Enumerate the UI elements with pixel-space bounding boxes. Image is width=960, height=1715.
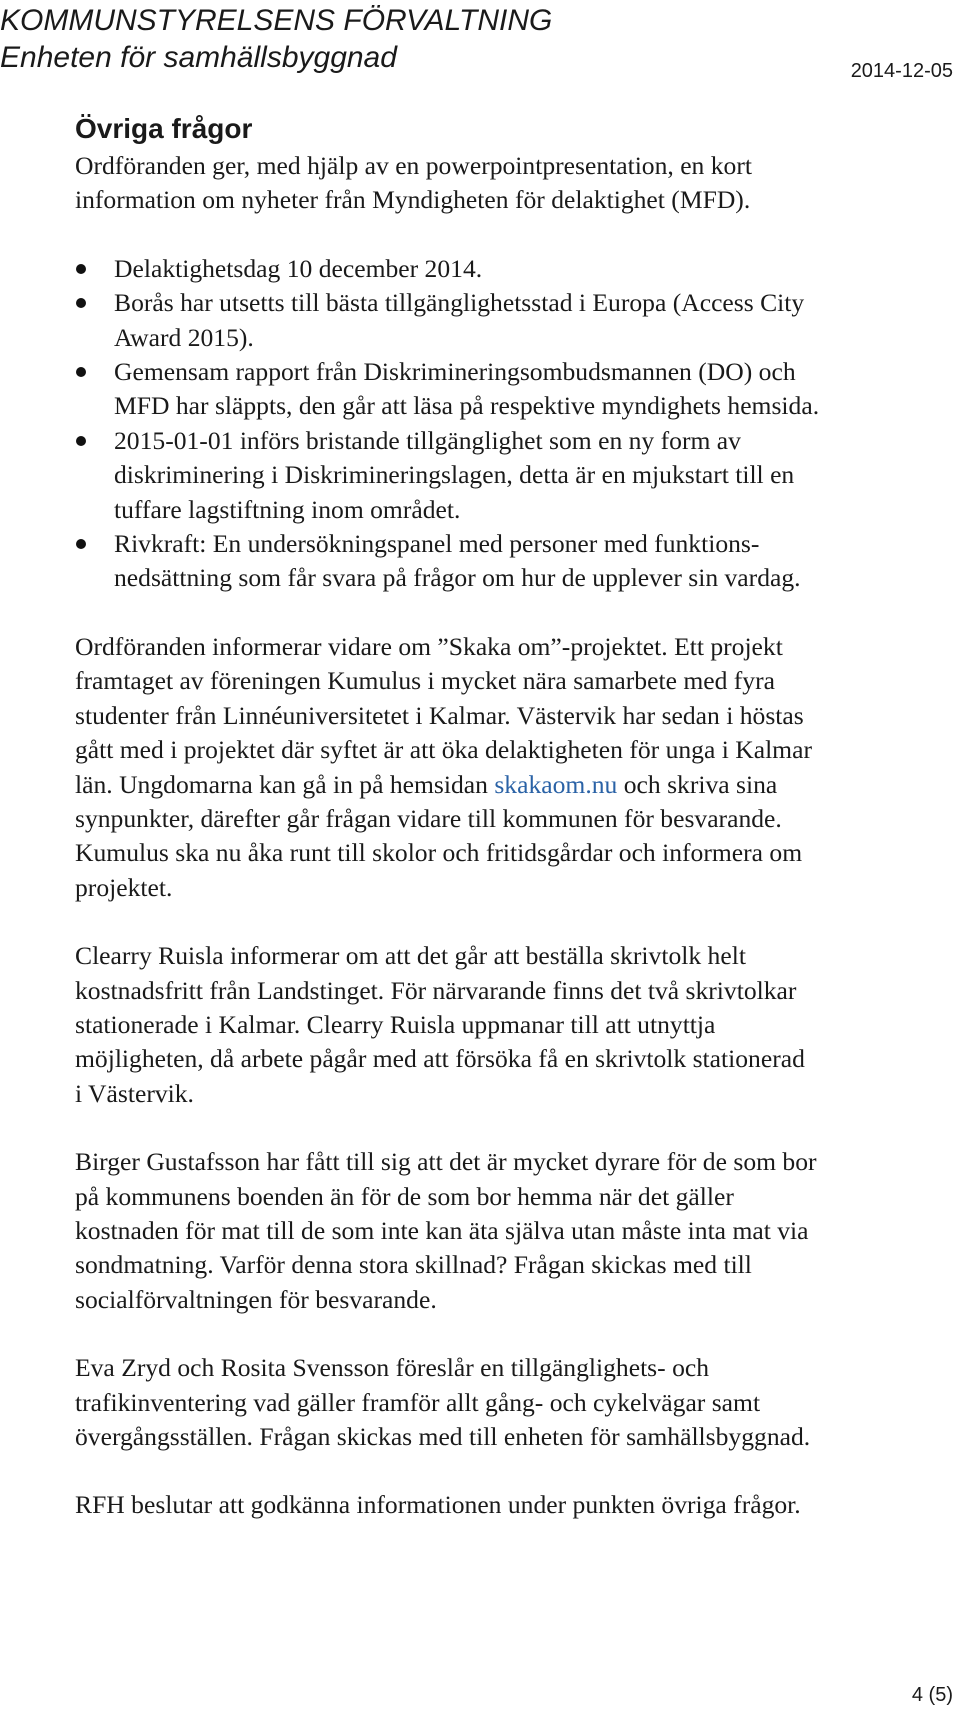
text-line: trafikinventering vad gäller framför allt gång- och cykelvägar samt <box>75 1387 761 1417</box>
document-body <box>75 109 945 1523</box>
news-list <box>75 252 945 596</box>
text-line: i Västervik. <box>75 1078 194 1108</box>
link-prefix: län. Ungdomarna kan gå in på hemsidan <box>75 769 495 799</box>
list-item <box>75 527 945 596</box>
text-line: Borås har utsetts till bästa tillgänglighetsstad i Europa (Access City <box>114 288 805 318</box>
text-line: diskriminering i Diskrimineringslagen, detta är en mjukstart till en <box>114 460 795 490</box>
text-line: övergångsställen. Frågan skickas med till enheten för samhällsbyggnad. <box>75 1422 811 1451</box>
skaka-om-paragraph <box>75 630 945 905</box>
text-line: Ordföranden informerar vidare om ”Skaka om”-projektet. Ett projekt <box>75 631 783 661</box>
text-line: på kommunens boenden än för de som bor hemma när det gäller <box>75 1181 734 1211</box>
list-item <box>75 252 945 286</box>
link-suffix: och skriva sina <box>617 769 778 799</box>
text-line: framtaget av föreningen Kumulus i mycket nära samarbete med fyra <box>75 666 775 696</box>
page-number: 4 (5) <box>911 1684 953 1706</box>
decision-text: RFH beslutar att godkänna informationen under punkten övriga frågor. <box>75 1490 801 1520</box>
unit-name: Enheten för samhällsbyggnad <box>0 41 397 74</box>
decision-paragraph <box>75 1488 945 1522</box>
org-name: KOMMUNSTYRELSENS FÖRVALTNING <box>0 4 553 37</box>
text-line: synpunkter, därefter går frågan vidare till kommunen för besvarande. <box>75 803 782 833</box>
text-line: Ordföranden ger, med hjälp av en powerpointpresentation, en kort <box>75 151 752 180</box>
text-line: gått med i projektet där syftet är att öka delaktigheten för unga i Kalmar <box>75 735 812 765</box>
text-line: sondmatning. Varför denna stora skillnad? Frågan skickas med till <box>75 1250 752 1280</box>
text-line: information om nyheter från Myndigheten för delaktighet (MFD). <box>75 185 751 215</box>
eva-paragraph <box>75 1351 945 1454</box>
clearry-paragraph <box>75 939 945 1111</box>
text-line: Eva Zryd och Rosita Svensson föreslår en tillgänglighets- och <box>75 1353 710 1383</box>
text-line: Gemensam rapport från Diskrimineringsombudsmannen (DO) och <box>114 357 796 387</box>
list-item <box>75 355 945 424</box>
skakaom-link[interactable]: skakaom.nu <box>494 769 618 799</box>
list-item <box>75 424 945 527</box>
document-date: 2014-12-05 <box>850 60 953 82</box>
text-line: tuffare lagstiftning inom området. <box>114 494 461 524</box>
text-line: socialförvaltningen för besvarande. <box>75 1284 437 1314</box>
birger-paragraph <box>75 1145 945 1317</box>
text-line: Kumulus ska nu åka runt till skolor och fritidsgårdar och informera om <box>75 838 803 868</box>
text-line: Delaktighetsdag 10 december 2014. <box>114 253 483 283</box>
section-title: Övriga frågor <box>75 113 253 144</box>
text-line <box>75 768 945 802</box>
text-line: Clearry Ruisla informerar om att det går att beställa skrivtolk helt <box>75 941 746 971</box>
text-line: projektet. <box>75 872 173 902</box>
text-line: studenter från Linnéuniversitetet i Kalmar. Västervik har sedan i höstas <box>75 700 804 730</box>
text-line: MFD har släppts, den går att läsa på respektive myndighets hemsida. <box>114 391 820 421</box>
text-line: stationerade i Kalmar. Clearry Ruisla uppmanar till att utnyttja <box>75 1009 716 1039</box>
text-line: kostnaden för mat till de som inte kan äta själva utan måste inta mat via <box>75 1215 809 1245</box>
text-line: nedsättning som får svara på frågor om hur de upplever sin vardag. <box>114 563 801 593</box>
list-item <box>75 286 945 355</box>
text-line: 2015-01-01 införs bristande tillgänglighet som en ny form av <box>114 425 741 455</box>
text-line: Birger Gustafsson har fått till sig att det är mycket dyrare för de som bor <box>75 1147 817 1177</box>
text-line: Rivkraft: En undersökningspanel med personer med funktions- <box>114 529 760 559</box>
intro-paragraph <box>75 149 945 218</box>
text-line: möjligheten, då arbete pågår med att försöka få en skrivtolk stationerad <box>75 1044 805 1074</box>
text-line: kostnadsfritt från Landstinget. För närvarande finns det två skrivtolkar <box>75 975 797 1005</box>
text-line: Award 2015). <box>114 322 254 352</box>
